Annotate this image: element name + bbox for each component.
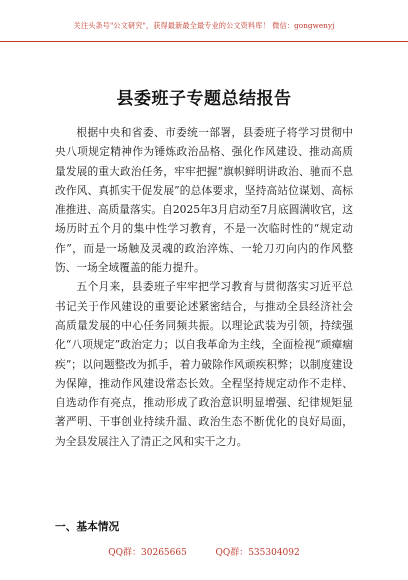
header-note: 关注头条号"公文研究"，获得最新最全最专业的公文资料库！ 微信：gongwenyj [73,21,335,30]
paragraph-2: 五个月来，县委班子牢牢把学习教育与贯彻落实习近平总书记关于作风建设的重要论述紧密结合，与推动全县经济社会高质量发展的中心任务同频共振。以理论武装为引领，持续强化“八项规定”政治定力；以自我革命为主线，全面检视“顽瘴痼疾”；以问题整改为抓手，着力破除作风顽疾积弊；以制度建设为保障，推动作风建设常态长效。全程坚持规定动作不走样、自选动作有亮点，推动形成了政治意识明显增强、纪律规矩显著严明、干事创业持续升温、政治生态不断优化的良好局面，为全县发展注入了清正之风和实干之力。 [55,280,353,448]
paragraph-1: 根据中央和省委、市委统一部署，县委班子将学习贯彻中央八项规定精神作为锤炼政治品格、强化作风建设、推动高质量发展的重大政治任务，牢牢把握“旗帜鲜明讲政治、驰而不息改作风、真抓实干促发展”的总体要求，坚持高站位谋划、高标准推进、高质量落实。自2025年3月启动至7月底圆满收官，这场历时五个月的集中性学习教育，不是一次临时性的“规定动作”，而是一场触及灵魂的政治淬炼、一轮刀刃向内的作风整饬、一场全域覆盖的能力提升。 [55,126,353,275]
document-body [55,123,353,451]
header-divider [0,41,408,42]
footer-note: QQ群：30265665 QQ群：535304092 [108,548,300,558]
document-title: 县委班子专题总结报告 [116,89,292,109]
section-heading: 一、基本情况 [55,520,120,533]
